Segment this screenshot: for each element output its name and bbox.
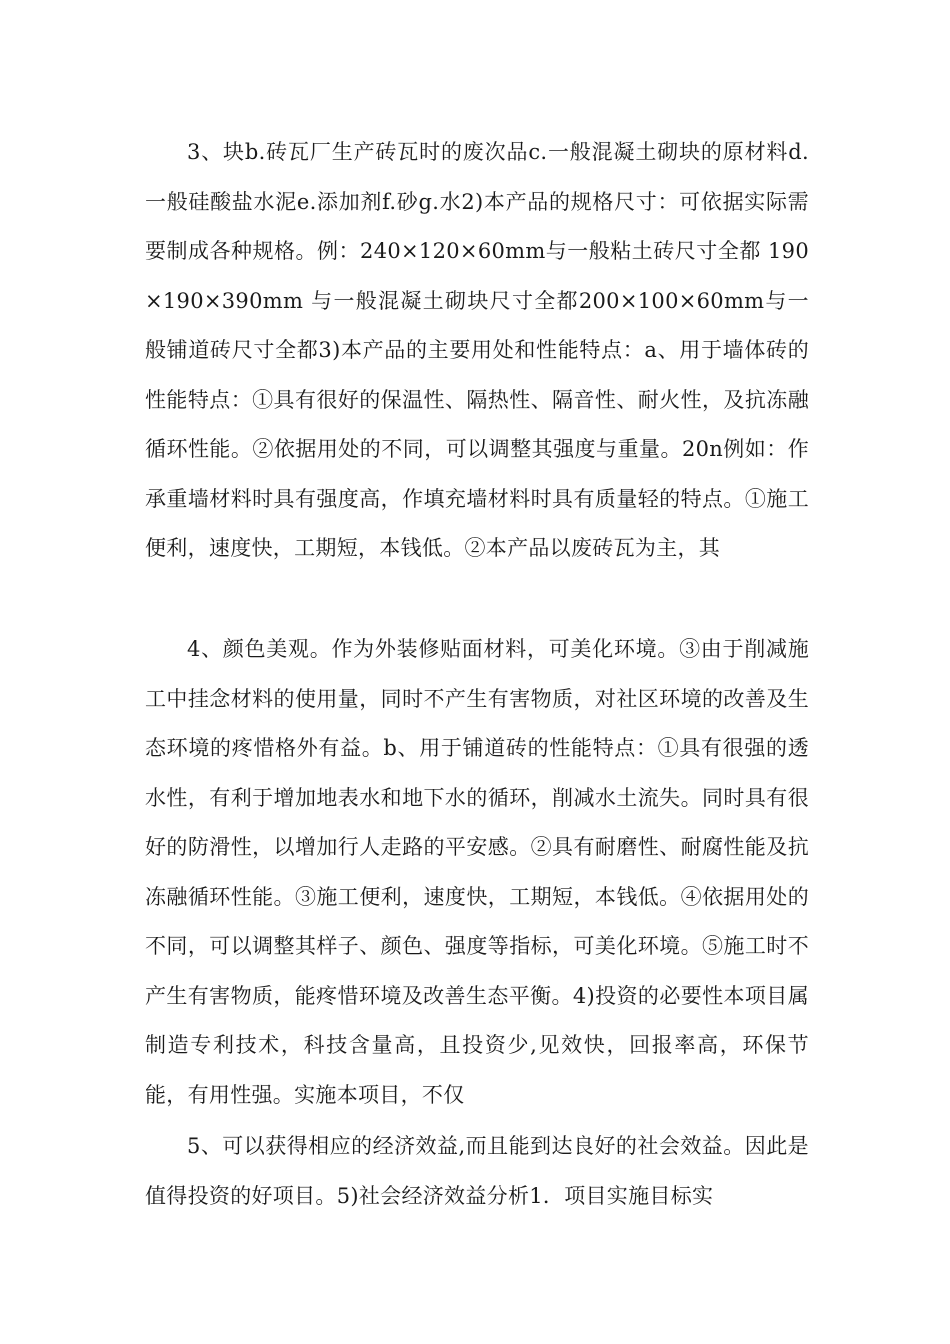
paragraph-5: 5、可以获得相应的经济效益,而且能到达良好的社会效益。因此是值得投资的好项目。5)社会经济效益分析1．项目实施目标实 <box>145 1134 809 1208</box>
paragraph-3: 3、块b.砖瓦厂生产砖瓦时的废次品c.一般混凝土砌块的原材料d.一般硅酸盐水泥e.添加剂f.砂g.水2)本产品的规格尺寸：可依据实际需要制成各种规格。例：240×120×60mm与一般粘土砖尺寸全都 190×190×390mm 与一般混凝土砌块尺寸全都200×100×60mm与一般铺道砖尺寸全都3)本产品的主要用处和性能特点：a、用于墙体砖的性能特点：①具有很好的保温性、隔热性、隔音性、耐火性，及抗冻融循环性能。②依据用处的不同，可以调整其强度与重量。20n例如：作承重墙材料时具有强度高，作填充墙材料时具有质量轻的特点。①施工便利，速度快，工期短，本钱低。②本产品以废砖瓦为主，其 <box>145 140 809 560</box>
paragraph-4: 4、颜色美观。作为外装修贴面材料，可美化环境。③由于削减施工中挂念材料的使用量，同时不产生有害物质，对社区环境的改善及生态环境的疼惜格外有益。b、用于铺道砖的性能特点：①具有很强的透水性，有利于增加地表水和地下水的循环，削减水土流失。同时具有很好的防滑性，以增加行人走路的平安感。②具有耐磨性、耐腐性能及抗冻融循环性能。③施工便利，速度快，工期短，本钱低。④依据用处的不同，可以调整其样子、颜色、强度等指标，可美化环境。⑤施工时不产生有害物质，能疼惜环境及改善生态平衡。4)投资的必要性本项目属制造专利技术，科技含量高，且投资少,见效快，回报率高，环保节能，有用性强。实施本项目，不仅 <box>145 637 809 1107</box>
